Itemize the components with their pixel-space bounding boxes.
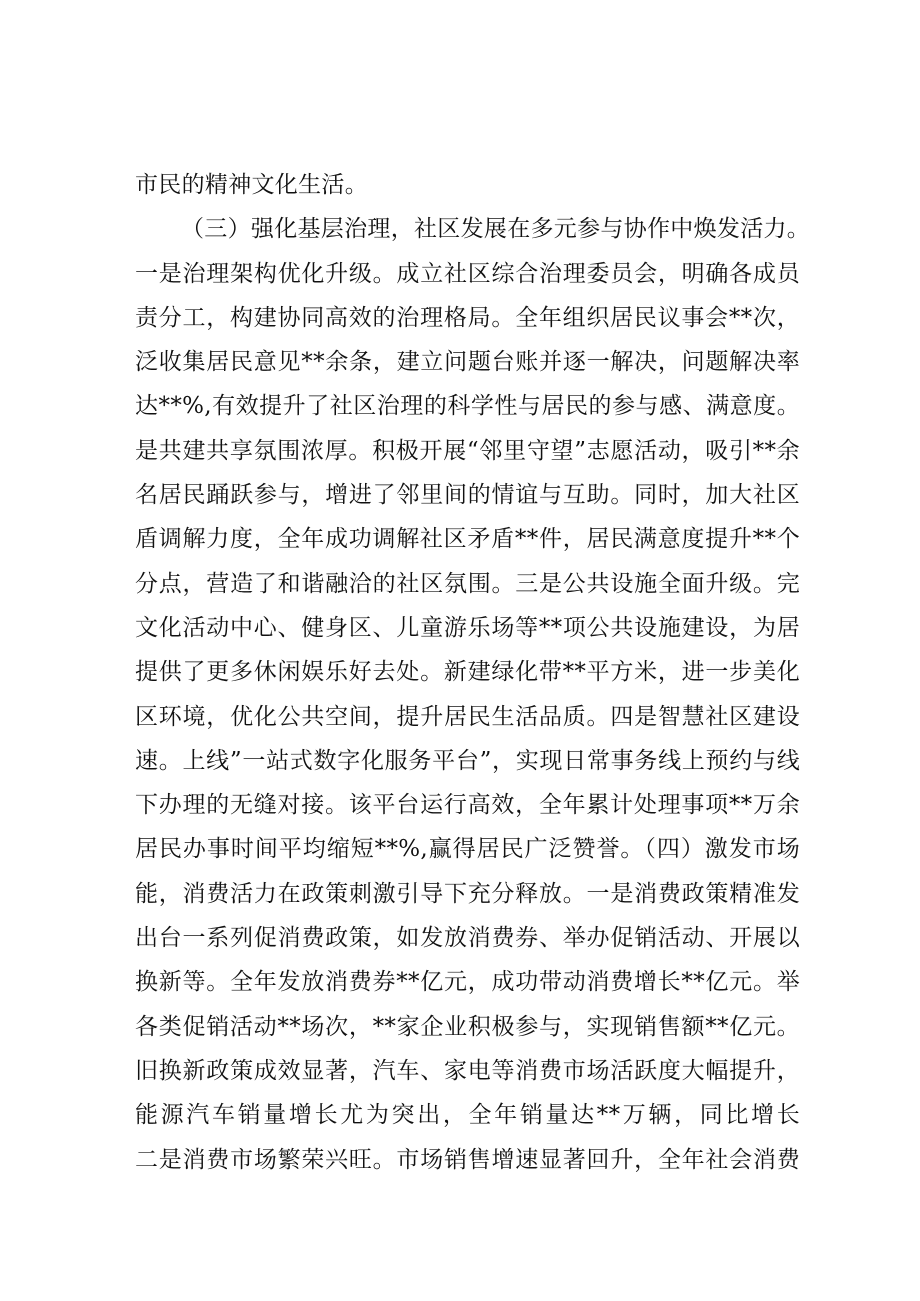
text-line: 泛收集居民意见**余条，建立问题台账并逐一解决，问题解决率 [135,349,800,376]
text-line: 提供了更多休闲娱乐好去处。新建绿化带**平方米，进一步美化 [135,659,800,686]
text-line: 能，消费活力在政策刺激引导下充分释放。一是消费政策精准发 [135,880,800,907]
text-line: 下办理的无缝对接。该平台运行高效，全年累计处理事项**万余 [135,792,800,819]
text-line: 速。上线”一站式数字化服务平台”，实现日常事务线上预约与线 [135,747,800,774]
text-line: 市民的精神文化生活。 [135,172,368,198]
text-line: 分点，营造了和谐融洽的社区氛围。三是公共设施全面升级。完 [135,570,800,597]
text-line: 出台一系列促消费政策，如发放消费券、举办促销活动、开展以 [135,925,800,952]
text-line: 各类促销活动**场次，**家企业积极参与，实现销售额**亿元。 [135,1013,800,1040]
text-line: 责分工，构建协同高效的治理格局。全年组织居民议事会**次， [135,304,800,331]
body-text [135,163,811,1182]
text-line: 达**%,有效提升了社区治理的科学性与居民的参与感、满意度。 [135,393,800,420]
text-line: 居民办事时间平均缩短**%,赢得居民广泛赞誉。（四）激发市场 [135,836,800,863]
text-line: 一是治理架构优化升级。成立社区综合治理委员会，明确各成员 [135,260,800,287]
text-line: 换新等。全年发放消费券**亿元，成功带动消费增长**亿元。举 [135,969,800,996]
text-line: 能源汽车销量增长尤为突出，全年销量达**万辆，同比增长 [135,1102,800,1129]
text-line: 旧换新政策成效显著，汽车、家电等消费市场活跃度大幅提升， [135,1057,800,1084]
text-line: 名居民踊跃参与，增进了邻里间的情谊与互助。同时，加大社区 [135,482,800,509]
text-line: 是共建共享氛围浓厚。积极开展“邻里守望”志愿活动，吸引**余 [135,437,800,464]
text-line: 二是消费市场繁荣兴旺。市场销售增速显著回升，全年社会消费 [135,1146,800,1173]
text-line: 文化活动中心、健身区、儿童游乐场等**项公共设施建设，为居 [135,614,800,641]
text-line: 区环境，优化公共空间，提升居民生活品质。四是智慧社区建设 [135,703,800,730]
text-line: 盾调解力度，全年成功调解社区矛盾**件，居民满意度提升**个 [135,526,800,553]
section-heading-line: （三）强化基层治理，社区发展在多元参与协作中焕发活力。 [181,216,811,243]
